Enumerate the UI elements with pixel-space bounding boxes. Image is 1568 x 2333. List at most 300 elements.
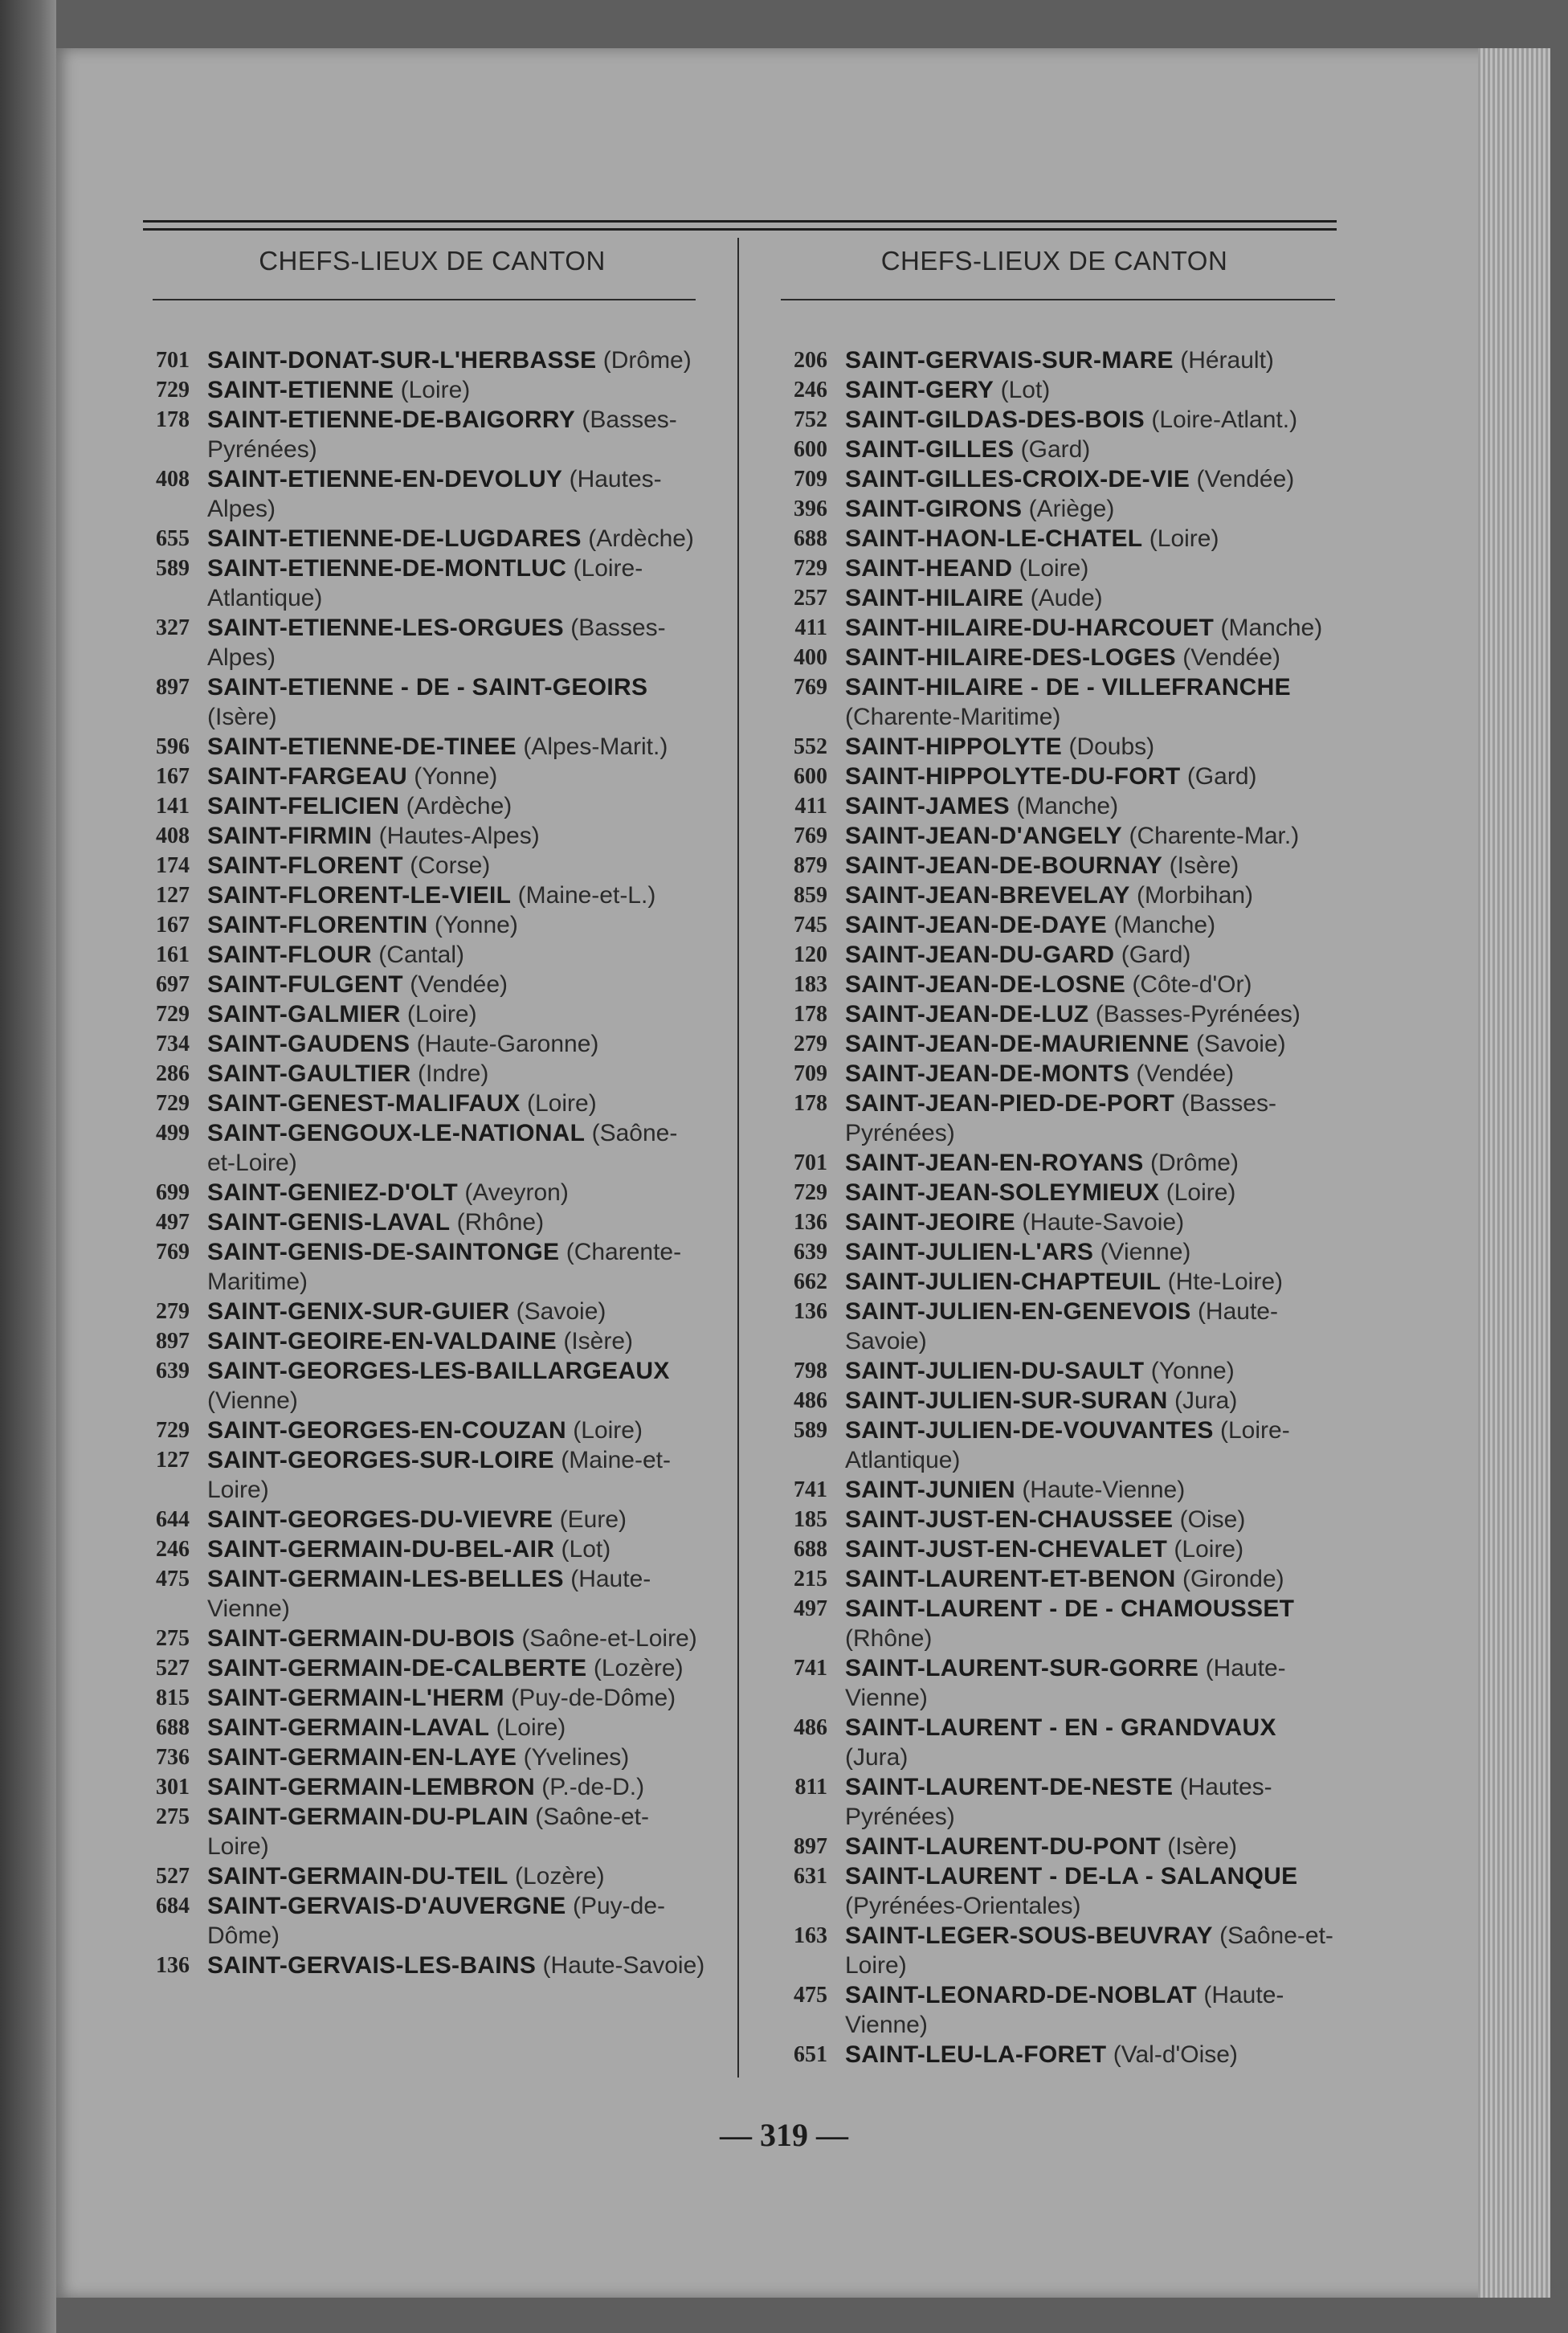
list-item [765, 435, 1343, 464]
list-item [765, 1653, 1343, 1713]
commune-name: SAINT-ETIENNE-DE-MONTLUC [207, 555, 567, 582]
department: (Lot) [561, 1536, 611, 1563]
entry-number: 651 [794, 2042, 827, 2067]
entry-number: 527 [156, 1864, 190, 1889]
entry-text [207, 880, 705, 910]
commune-name: SAINT-FLORENT [207, 852, 403, 879]
commune-name: SAINT-GIRONS [845, 496, 1023, 522]
list-item [765, 405, 1343, 435]
entry-number: 178 [794, 1002, 827, 1027]
department: (Haute-Garonne) [416, 1031, 599, 1057]
entry-text [845, 583, 1343, 613]
entry-number: 136 [794, 1210, 827, 1235]
department: (Ardèche) [588, 525, 694, 552]
entry-text [845, 672, 1343, 732]
department: (Saône-et-Loire) [845, 1922, 1333, 1979]
commune-name: SAINT-LAURENT-SUR-GORRE [845, 1655, 1199, 1681]
entry-number: 815 [156, 1685, 190, 1710]
department: (Isère) [207, 704, 277, 730]
entry-text [207, 554, 705, 613]
entry-text [207, 1416, 705, 1445]
entry-number: 185 [794, 1507, 827, 1532]
entry-text [207, 851, 705, 880]
list-item [765, 613, 1343, 643]
commune-name: SAINT-FLORENT-LE-VIEIL [207, 882, 512, 909]
entry-number: 897 [156, 675, 190, 700]
department: (Indre) [417, 1060, 489, 1087]
department: (Puy-de-Dôme) [207, 1893, 665, 1949]
department: (Drôme) [602, 347, 692, 374]
list-item [127, 613, 705, 672]
entry-number: 475 [156, 1567, 190, 1591]
entry-number: 120 [794, 942, 827, 967]
list-item [765, 1980, 1343, 2040]
entry-text [207, 732, 705, 762]
department: (Maine-et-Loire) [207, 1447, 671, 1503]
entry-text [845, 2040, 1343, 2069]
entry-number: 798 [794, 1359, 827, 1383]
list-item [765, 1713, 1343, 1772]
commune-name: SAINT-JULIEN-EN-GENEVOIS [845, 1298, 1191, 1325]
commune-name: SAINT-GERMAIN-LEMBRON [207, 1774, 535, 1800]
list-item [127, 1237, 705, 1297]
department: (Morbihan) [1137, 882, 1254, 909]
entry-text [207, 1534, 705, 1564]
commune-name: SAINT-GERMAIN-DU-TEIL [207, 1863, 508, 1890]
commune-name: SAINT-JEAN-DE-MONTS [845, 1060, 1130, 1087]
department: (Isère) [563, 1328, 634, 1354]
entry-text [845, 1267, 1343, 1297]
department: (Savoie) [1195, 1031, 1286, 1057]
entry-text [207, 375, 705, 405]
commune-name: SAINT-GILLES [845, 436, 1015, 463]
entry-number: 752 [794, 407, 827, 432]
list-item [765, 1237, 1343, 1267]
department: (Saône-et-Loire) [207, 1804, 650, 1860]
entry-number: 729 [156, 378, 190, 402]
entry-number: 745 [794, 913, 827, 938]
list-item [127, 1178, 705, 1207]
entry-number: 736 [156, 1745, 190, 1770]
department: (Charente-Maritime) [845, 704, 1061, 730]
department: (Vendée) [1136, 1060, 1235, 1087]
list-item [127, 1772, 705, 1802]
entry-text [207, 1713, 705, 1743]
department: (Puy-de-Dôme) [511, 1685, 676, 1711]
entry-text [845, 1207, 1343, 1237]
entry-number: 662 [794, 1269, 827, 1294]
department: (Vendée) [1182, 644, 1281, 671]
department: (Rhône) [845, 1625, 933, 1652]
entry-number: 178 [794, 1091, 827, 1116]
entry-number: 729 [156, 1002, 190, 1027]
department: (Yonne) [1150, 1358, 1235, 1384]
entry-text [845, 1713, 1343, 1772]
list-item [127, 1743, 705, 1772]
list-item [765, 1772, 1343, 1832]
department: (Hérault) [1180, 347, 1274, 374]
entry-number: 697 [156, 972, 190, 997]
entry-text [207, 613, 705, 672]
entry-number: 408 [156, 467, 190, 492]
list-item [127, 672, 705, 732]
commune-name: SAINT-HILAIRE [845, 585, 1024, 611]
entry-text [207, 970, 705, 999]
page-stack-edge [1478, 48, 1550, 2298]
left-column [127, 345, 705, 1980]
list-item [127, 940, 705, 970]
list-item [765, 524, 1343, 554]
list-item [127, 821, 705, 851]
entry-number: 183 [794, 972, 827, 997]
entry-number: 684 [156, 1894, 190, 1918]
department: (Isère) [1169, 852, 1239, 879]
list-item [127, 1326, 705, 1356]
list-item [765, 643, 1343, 672]
entry-text [207, 405, 705, 464]
list-item [765, 1475, 1343, 1505]
entry-number: 527 [156, 1656, 190, 1681]
list-item [127, 1891, 705, 1951]
entry-text [845, 613, 1343, 643]
right-column-header: CHEFS-LIEUX DE CANTON [880, 246, 1228, 276]
commune-name: SAINT-JUST-EN-CHEVALET [845, 1536, 1168, 1563]
department: (Gironde) [1182, 1566, 1284, 1592]
list-item [765, 821, 1343, 851]
entry-text [845, 970, 1343, 999]
commune-name: SAINT-FIRMIN [207, 823, 373, 849]
entry-number: 688 [156, 1715, 190, 1740]
list-item [765, 375, 1343, 405]
list-item [765, 1564, 1343, 1594]
list-item [127, 1445, 705, 1505]
entry-number: 596 [156, 734, 190, 759]
entry-number: 327 [156, 615, 190, 640]
entry-number: 729 [156, 1418, 190, 1443]
commune-name: SAINT-GEORGES-SUR-LOIRE [207, 1447, 554, 1473]
entry-text [845, 1534, 1343, 1564]
department: (Basses-Pyrénées) [1095, 1001, 1301, 1028]
list-item [127, 762, 705, 791]
entry-text [845, 1297, 1343, 1356]
entry-number: 701 [156, 348, 190, 373]
entry-number: 729 [794, 556, 827, 581]
entry-text [845, 999, 1343, 1029]
entry-text [207, 1772, 705, 1802]
list-item [765, 672, 1343, 732]
entry-number: 275 [156, 1804, 190, 1829]
list-item [127, 1683, 705, 1713]
entry-text [845, 554, 1343, 583]
entry-number: 174 [156, 853, 190, 878]
commune-name: SAINT-FLOUR [207, 942, 372, 968]
entry-text [845, 643, 1343, 672]
entry-number: 275 [156, 1626, 190, 1651]
commune-name: SAINT-JEAN-DE-LOSNE [845, 971, 1126, 998]
list-item [127, 1713, 705, 1743]
list-item [127, 1416, 705, 1445]
commune-name: SAINT-ETIENNE [207, 377, 394, 403]
entry-text [207, 672, 705, 732]
department: (Loire) [1166, 1179, 1236, 1206]
entry-text [207, 910, 705, 940]
department: (Rhône) [456, 1209, 545, 1236]
entry-text [845, 880, 1343, 910]
entry-text [845, 732, 1343, 762]
list-item [127, 880, 705, 910]
entry-number: 411 [794, 615, 827, 640]
entry-text [207, 1089, 705, 1118]
commune-name: SAINT-ETIENNE-DE-BAIGORRY [207, 407, 576, 433]
entry-number: 552 [794, 734, 827, 759]
entry-text [845, 464, 1343, 494]
list-item [765, 464, 1343, 494]
entry-number: 589 [156, 556, 190, 581]
department: (Basses-Pyrénées) [845, 1090, 1276, 1146]
left-column-header: CHEFS-LIEUX DE CANTON [259, 246, 606, 276]
commune-name: SAINT-LEGER-SOUS-BEUVRAY [845, 1922, 1213, 1949]
entry-number: 215 [794, 1567, 827, 1591]
department: (Jura) [845, 1744, 909, 1771]
entry-number: 639 [156, 1359, 190, 1383]
top-rule-2 [143, 228, 1337, 231]
commune-name: SAINT-LAURENT - DE - CHAMOUSSET [845, 1596, 1295, 1622]
commune-name: SAINT-JUNIEN [845, 1477, 1015, 1503]
commune-name: SAINT-GERVAIS-LES-BAINS [207, 1952, 537, 1979]
entry-number: 497 [156, 1210, 190, 1235]
entry-number: 729 [794, 1180, 827, 1205]
commune-name: SAINT-LAURENT-DU-PONT [845, 1833, 1161, 1860]
entry-number: 279 [794, 1032, 827, 1056]
department: (Hte-Loire) [1167, 1269, 1283, 1295]
commune-name: SAINT-GERVAIS-SUR-MARE [845, 347, 1174, 374]
department: (Loire) [406, 1001, 477, 1028]
entry-text [207, 1891, 705, 1951]
entry-number: 589 [794, 1418, 827, 1443]
department: (Oise) [1179, 1506, 1246, 1533]
commune-name: SAINT-JULIEN-CHAPTEUIL [845, 1269, 1162, 1295]
entry-text [207, 1178, 705, 1207]
entry-number: 897 [156, 1329, 190, 1354]
department: (Yonne) [414, 763, 498, 790]
department: (Lozère) [514, 1863, 605, 1890]
entry-text [207, 524, 705, 554]
entry-number: 769 [794, 675, 827, 700]
list-item [127, 375, 705, 405]
list-item [127, 1029, 705, 1059]
commune-name: SAINT-HIPPOLYTE-DU-FORT [845, 763, 1181, 790]
commune-name: SAINT-FARGEAU [207, 763, 407, 790]
list-item [765, 1267, 1343, 1297]
entry-text [845, 940, 1343, 970]
entry-text [207, 345, 705, 375]
department: (Haute-Vienne) [845, 1982, 1284, 2038]
commune-name: SAINT-GERMAIN-DU-BOIS [207, 1625, 515, 1652]
list-item [127, 1118, 705, 1178]
commune-name: SAINT-GERMAIN-DU-BEL-AIR [207, 1536, 555, 1563]
commune-name: SAINT-GERY [845, 377, 994, 403]
department: (Haute-Savoie) [1022, 1209, 1185, 1236]
commune-name: SAINT-LAURENT-ET-BENON [845, 1566, 1176, 1592]
list-item [127, 1356, 705, 1416]
department: (Yonne) [434, 912, 518, 938]
entry-text [207, 1118, 705, 1178]
department: (Loire) [496, 1714, 566, 1741]
list-item [765, 791, 1343, 821]
entry-number: 161 [156, 942, 190, 967]
entry-text [207, 1802, 705, 1861]
entry-text [845, 524, 1343, 554]
list-item [765, 940, 1343, 970]
entry-number: 701 [794, 1150, 827, 1175]
entry-number: 600 [794, 764, 827, 789]
right-header-underline [781, 299, 1335, 300]
entry-number: 206 [794, 348, 827, 373]
list-item [765, 1832, 1343, 1861]
entry-number: 408 [156, 823, 190, 848]
list-item [765, 999, 1343, 1029]
department: (P.-de-D.) [541, 1774, 645, 1800]
department: (Cantal) [378, 942, 464, 968]
list-item [765, 1594, 1343, 1653]
entry-text [207, 464, 705, 524]
department: (Doubs) [1068, 733, 1155, 760]
commune-name: SAINT-GAUDENS [207, 1031, 410, 1057]
commune-name: SAINT-JEAN-DE-LUZ [845, 1001, 1089, 1028]
entry-text [845, 1386, 1343, 1416]
entry-number: 136 [156, 1953, 190, 1978]
commune-name: SAINT-JULIEN-DU-SAULT [845, 1358, 1145, 1384]
list-item [765, 1356, 1343, 1386]
entry-text [207, 1653, 705, 1683]
entry-number: 246 [156, 1537, 190, 1562]
entry-text [845, 910, 1343, 940]
entry-text [207, 1326, 705, 1356]
commune-name: SAINT-GENEST-MALIFAUX [207, 1090, 521, 1117]
department: (Basses-Alpes) [207, 615, 666, 671]
department: (Loire-Atlantique) [207, 555, 643, 611]
entry-number: 301 [156, 1775, 190, 1800]
list-item [765, 880, 1343, 910]
commune-name: SAINT-GEORGES-DU-VIEVRE [207, 1506, 553, 1533]
entry-number: 141 [156, 794, 190, 819]
department: (Ardèche) [406, 793, 512, 819]
entry-text [207, 821, 705, 851]
list-item [127, 1505, 705, 1534]
commune-name: SAINT-JEAN-EN-ROYANS [845, 1150, 1144, 1176]
commune-name: SAINT-JEAN-BREVELAY [845, 882, 1130, 909]
commune-name: SAINT-JEAN-D'ANGELY [845, 823, 1123, 849]
entry-number: 279 [156, 1299, 190, 1324]
commune-name: SAINT-JEAN-PIED-DE-PORT [845, 1090, 1175, 1117]
commune-name: SAINT-GERMAIN-L'HERM [207, 1685, 504, 1711]
department: (Haute-Vienne) [845, 1655, 1286, 1711]
book-gutter [0, 0, 56, 2333]
commune-name: SAINT-ETIENNE-LES-ORGUES [207, 615, 564, 641]
department: (Gard) [1186, 763, 1257, 790]
list-item [765, 1029, 1343, 1059]
entry-text [845, 1237, 1343, 1267]
list-item [127, 1802, 705, 1861]
list-item [765, 762, 1343, 791]
commune-name: SAINT-JULIEN-DE-VOUVANTES [845, 1417, 1214, 1444]
commune-name: SAINT-LAURENT-DE-NESTE [845, 1774, 1174, 1800]
department: (Hautes-Alpes) [378, 823, 540, 849]
commune-name: SAINT-GALMIER [207, 1001, 401, 1028]
commune-name: SAINT-HILAIRE - DE - VILLEFRANCHE [845, 674, 1291, 701]
department: (Lot) [1000, 377, 1051, 403]
department: (Haute-Vienne) [1022, 1477, 1186, 1503]
list-item [127, 345, 705, 375]
entry-number: 688 [794, 526, 827, 551]
department: (Drôme) [1149, 1150, 1239, 1176]
entry-number: 709 [794, 1061, 827, 1086]
column-divider [737, 238, 739, 2078]
list-item [127, 851, 705, 880]
entry-text [845, 1653, 1343, 1713]
entry-text [845, 1416, 1343, 1475]
entry-number: 769 [156, 1240, 190, 1265]
commune-name: SAINT-ETIENNE-DE-LUGDARES [207, 525, 582, 552]
entry-text [845, 1832, 1343, 1861]
commune-name: SAINT-GEOIRE-EN-VALDAINE [207, 1328, 557, 1354]
list-item [127, 1861, 705, 1891]
commune-name: SAINT-JEOIRE [845, 1209, 1015, 1236]
entry-number: 475 [794, 1983, 827, 2008]
department: (Aveyron) [464, 1179, 569, 1206]
commune-name: SAINT-LEONARD-DE-NOBLAT [845, 1982, 1197, 2008]
entry-number: 497 [794, 1596, 827, 1621]
entry-text [845, 1564, 1343, 1594]
list-item [765, 1148, 1343, 1178]
entry-text [845, 1980, 1343, 2040]
left-header-underline [153, 299, 696, 300]
entry-text [207, 1861, 705, 1891]
department: (Gard) [1020, 436, 1091, 463]
entry-number: 136 [794, 1299, 827, 1324]
entry-number: 897 [794, 1834, 827, 1859]
commune-name: SAINT-JEAN-SOLEYMIEUX [845, 1179, 1160, 1206]
commune-name: SAINT-GENIS-LAVAL [207, 1209, 451, 1236]
entry-number: 600 [794, 437, 827, 462]
entry-text [845, 494, 1343, 524]
list-item [765, 1178, 1343, 1207]
list-item [765, 583, 1343, 613]
entry-text [845, 345, 1343, 375]
entry-number: 655 [156, 526, 190, 551]
commune-name: SAINT-GENIEZ-D'OLT [207, 1179, 458, 1206]
commune-name: SAINT-GERMAIN-DE-CALBERTE [207, 1655, 587, 1681]
entry-text [845, 851, 1343, 880]
entry-number: 486 [794, 1388, 827, 1413]
department: (Isère) [1167, 1833, 1237, 1860]
commune-name: SAINT-LAURENT - EN - GRANDVAUX [845, 1714, 1276, 1741]
list-item [127, 1653, 705, 1683]
commune-name: SAINT-JEAN-DE-BOURNAY [845, 852, 1163, 879]
list-item [127, 1564, 705, 1624]
list-item [765, 1921, 1343, 1980]
department: (Loire) [527, 1090, 597, 1117]
entry-number: 644 [156, 1507, 190, 1532]
department: (Charente-Mar.) [1129, 823, 1300, 849]
entry-text [207, 1743, 705, 1772]
list-item [127, 1059, 705, 1089]
entry-text [845, 1089, 1343, 1148]
department: (Loire) [573, 1417, 643, 1444]
commune-name: SAINT-HIPPOLYTE [845, 733, 1063, 760]
entry-text [845, 1772, 1343, 1832]
list-item [127, 910, 705, 940]
